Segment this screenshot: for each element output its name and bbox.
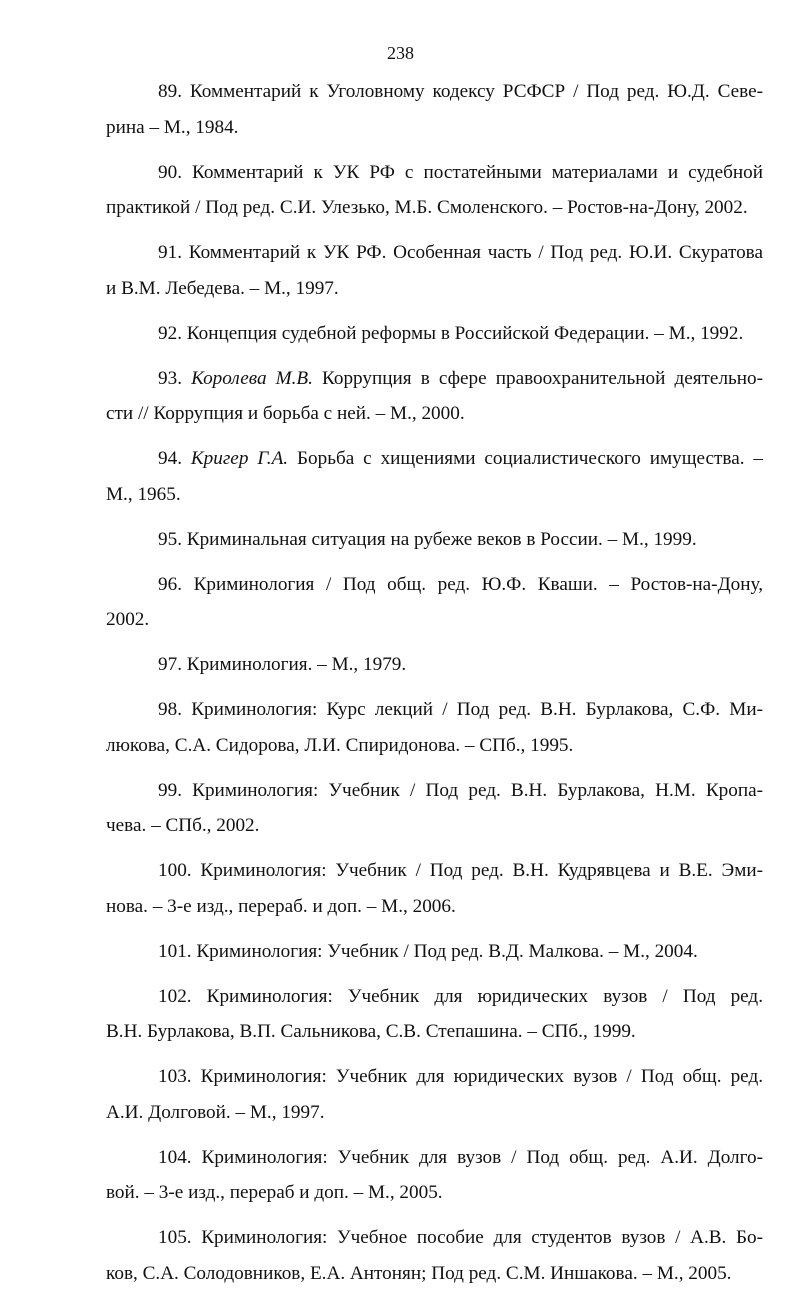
- entry-line: 105. Криминология: Учебное пособие для студентов вузов / А.В. Бо-: [158, 1227, 763, 1248]
- entry-line: 91. Комментарий к УК РФ. Особенная часть / Под ред. Ю.И. Скуратова: [158, 242, 763, 263]
- entry-line: 90. Комментарий к УК РФ с постатейными материалами и судебной: [158, 161, 763, 183]
- bibliography-entry: [106, 361, 763, 432]
- entry-line: чева. – СПб., 2002.: [106, 815, 260, 836]
- bibliography-entry: [106, 692, 763, 763]
- entry-text: Борьба с хищениями социалистического имущества. –: [297, 448, 764, 469]
- bibliography-entry: [106, 522, 763, 558]
- bibliography-entry: [106, 235, 763, 306]
- entry-line: 99. Криминология: Учебник / Под ред. В.Н. Бурлакова, Н.М. Кропа-: [158, 779, 763, 801]
- entry-line: [106, 361, 763, 397]
- entry-line: 95. Криминальная ситуация на рубеже веков в России. – М., 1999.: [158, 528, 697, 550]
- bibliography-entry: [106, 853, 763, 924]
- bibliography-entry: [106, 1059, 763, 1130]
- entry-line: 102. Криминология: Учебник для юридических вузов / Под ред.: [158, 985, 763, 1007]
- entry-line: рина – М., 1984.: [106, 116, 239, 138]
- entry-line: 89. Комментарий к Уголовному кодексу РСФСР / Под ред. Ю.Д. Севе-: [158, 81, 763, 102]
- entry-line: А.И. Долговой. – М., 1997.: [106, 1101, 325, 1123]
- entry-line: 96. Криминология / Под общ. ред. Ю.Ф. Кваши. – Ростов-на-Дону,: [158, 573, 763, 595]
- bibliography-entry: [106, 647, 763, 683]
- entry-line: сти // Коррупция и борьба с ней. – М., 2000.: [106, 403, 465, 424]
- entry-line: ков, С.А. Солодовников, Е.А. Антонян; Под ред. С.М. Иншакова. – М., 2005.: [106, 1262, 732, 1284]
- entry-line: практикой / Под ред. С.И. Улезько, М.Б. Смоленского. – Ростов-на-Дону, 2002.: [106, 197, 748, 218]
- bibliography-entry: [106, 316, 763, 352]
- entry-author: Кригер Г.А.: [190, 448, 289, 469]
- entry-line: 97. Криминология. – М., 1979.: [158, 654, 407, 675]
- entry-text: Коррупция в сфере правоохранительной деятельно-: [322, 367, 764, 389]
- bibliography-entry: [106, 155, 763, 226]
- bibliography-entry: [106, 567, 763, 638]
- entry-line: 103. Криминология: Учебник для юридических вузов / Под общ. ред.: [158, 1066, 763, 1087]
- bibliography-entry: [106, 773, 763, 844]
- entry-line: В.Н. Бурлакова, В.П. Сальникова, С.В. Степашина. – СПб., 1999.: [106, 1021, 636, 1042]
- entry-line: 92. Концепция судебной реформы в Российской Федерации. – М., 1992.: [158, 322, 744, 344]
- entry-line: 104. Криминология: Учебник для вузов / Под общ. ред. А.И. Долго-: [158, 1146, 763, 1168]
- entry-line: 2002.: [106, 609, 150, 630]
- bibliography-list: [106, 74, 763, 1301]
- entry-line: нова. – 3-е изд., перераб. и доп. – М., 2006.: [106, 895, 456, 917]
- entry-line: вой. – 3-е изд., перераб и доп. – М., 2005.: [106, 1182, 443, 1203]
- bibliography-entry: [106, 441, 763, 512]
- bibliography-entry: [106, 979, 763, 1050]
- entry-line: [106, 441, 763, 477]
- page-number: 238: [387, 43, 414, 63]
- entry-author: Королева М.В.: [191, 367, 313, 389]
- bibliography-entry: [106, 1220, 763, 1291]
- entry-line: 101. Криминология: Учебник / Под ред. В.Д. Малкова. – М., 2004.: [158, 940, 698, 962]
- entry-line: М., 1965.: [106, 483, 181, 505]
- bibliography-entry: [106, 1140, 763, 1211]
- entry-line: 98. Криминология: Курс лекций / Под ред. В.Н. Бурлакова, С.Ф. Ми-: [158, 699, 763, 720]
- entry-line: люкова, С.А. Сидорова, Л.И. Спиридонова. – СПб., 1995.: [106, 734, 574, 756]
- entry-number: 93.: [158, 367, 182, 389]
- entry-line: 100. Криминология: Учебник / Под ред. В.Н. Кудрявцева и В.Е. Эми-: [158, 860, 763, 881]
- entry-line: и В.М. Лебедева. – М., 1997.: [106, 277, 339, 299]
- bibliography-entry: [106, 74, 763, 145]
- bibliography-entry: [106, 934, 763, 970]
- entry-number: 94.: [158, 448, 182, 469]
